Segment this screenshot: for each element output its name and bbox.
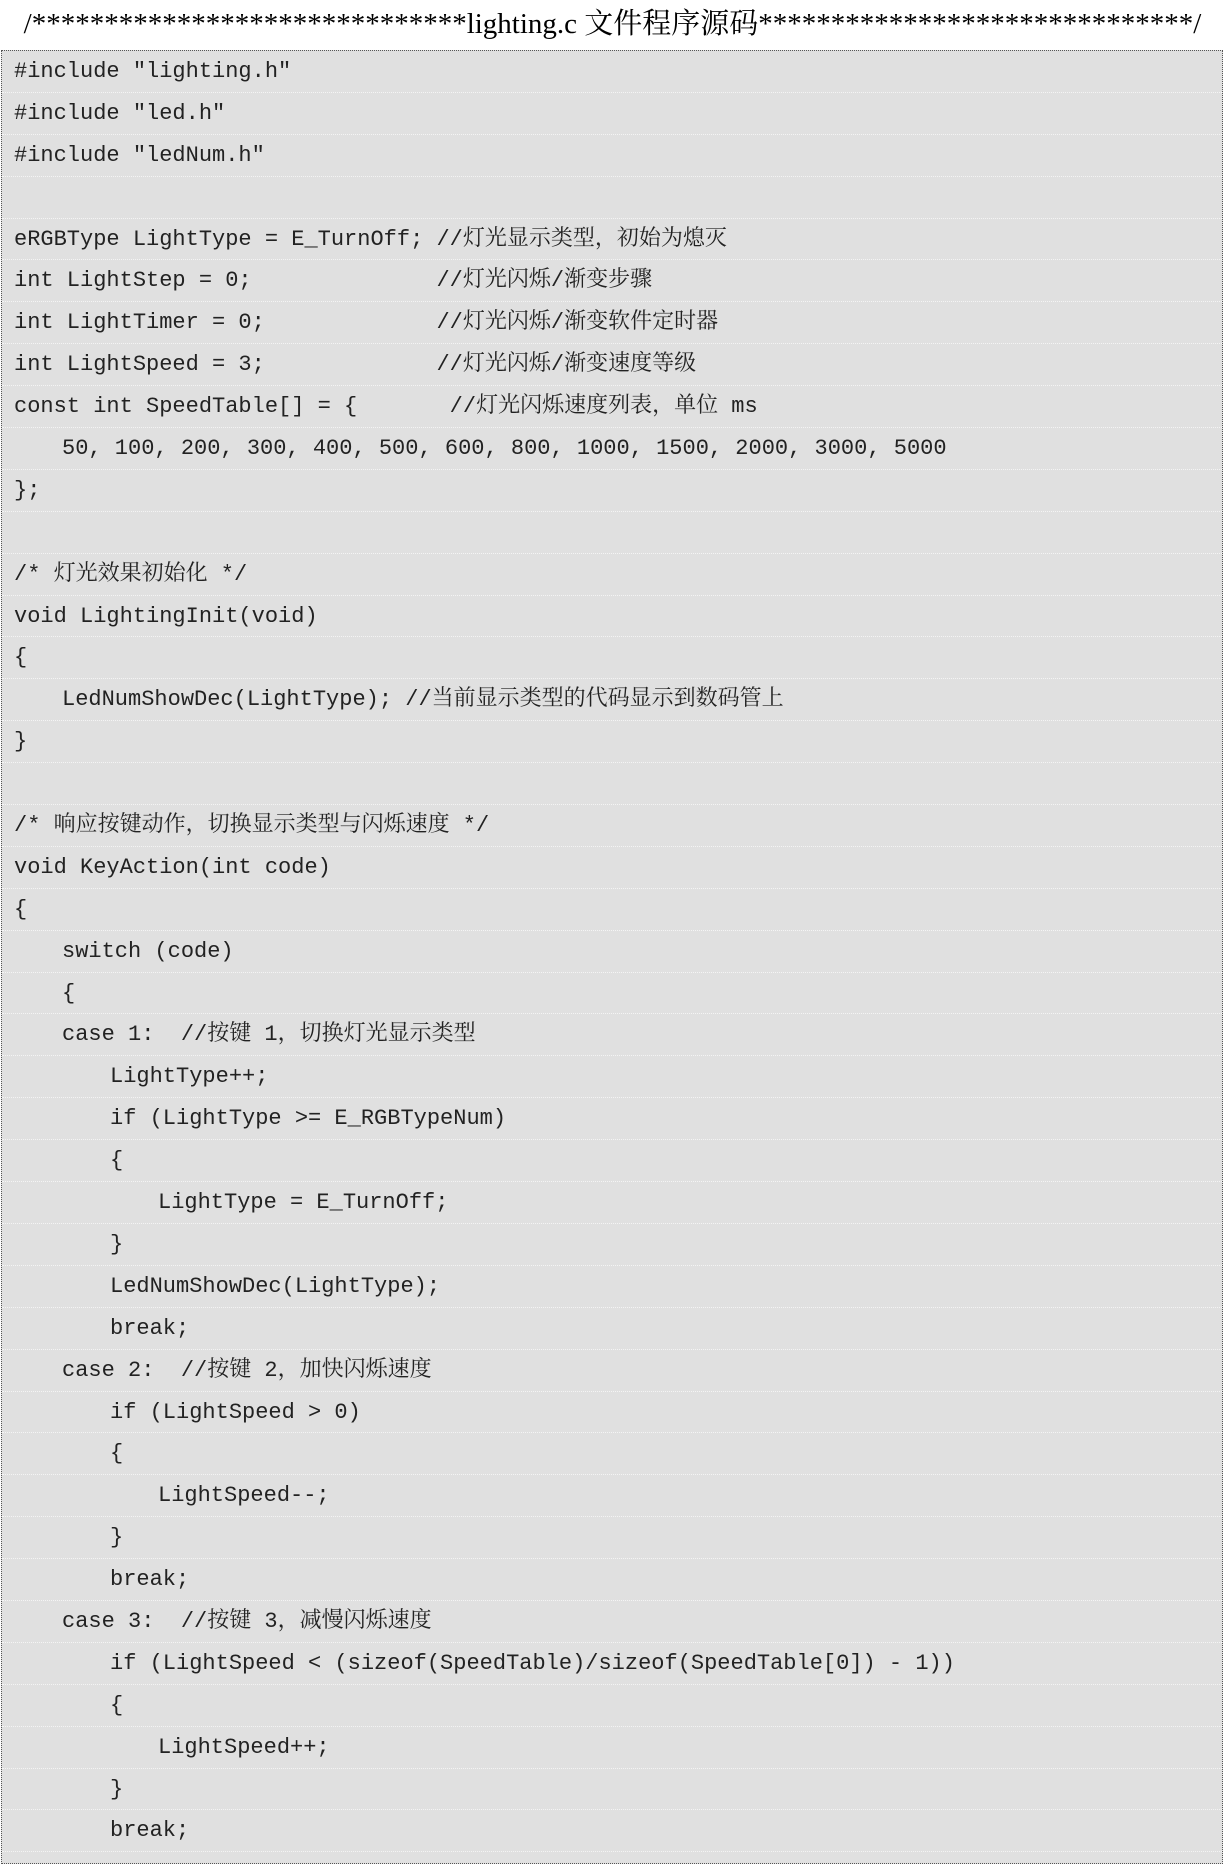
- code-line: [2, 1810, 1222, 1852]
- code-line-text: #include "lighting.h": [14, 59, 292, 84]
- code-line-text: LedNumShowDec(LightType);: [110, 1273, 441, 1299]
- code-line: [2, 1559, 1222, 1601]
- code-line: [2, 721, 1222, 763]
- code-line: [2, 512, 1222, 554]
- code-line-text: {: [110, 1692, 124, 1718]
- code-line: [2, 1475, 1222, 1517]
- code-line-text: LightType++;: [110, 1064, 269, 1090]
- code-line-text: }: [110, 1525, 124, 1551]
- code-line: [2, 51, 1222, 93]
- code-line-text: if (LightSpeed < (sizeof(SpeedTable)/sizeof(SpeedTable[0]) - 1)): [110, 1650, 955, 1676]
- code-line-text: LedNumShowDec(LightType); //当前显示类型的代码显示到数码管上: [62, 687, 784, 713]
- code-line: [2, 344, 1222, 386]
- code-line-text: if (LightSpeed > 0): [110, 1399, 361, 1425]
- code-line-text: case 1: //按键 1，切换灯光显示类型: [62, 1022, 476, 1048]
- code-line: [2, 847, 1222, 889]
- code-line: [2, 679, 1222, 721]
- code-line: [2, 1098, 1222, 1140]
- code-line: [2, 1014, 1222, 1056]
- code-line-text: #include "led.h": [14, 100, 226, 126]
- code-line: [2, 1433, 1222, 1475]
- code-line-text: {: [14, 645, 28, 671]
- code-line-text: int LightStep = 0; //灯光闪烁/渐变步骤: [14, 268, 653, 294]
- code-line: [2, 1350, 1222, 1392]
- code-line: [2, 1392, 1222, 1434]
- code-line: [2, 302, 1222, 344]
- code-line-text: void KeyAction(int code): [14, 854, 331, 880]
- code-line: [2, 596, 1222, 638]
- code-line-text: }: [14, 729, 28, 755]
- code-line-text: if (LightType >= E_RGBTypeNum): [110, 1106, 507, 1132]
- code-line: [2, 135, 1222, 177]
- code-line-text: /* 响应按键动作，切换显示类型与闪烁速度 */: [14, 813, 490, 839]
- code-line: [2, 973, 1222, 1015]
- code-line-text: {: [62, 980, 76, 1006]
- code-line: [2, 428, 1222, 470]
- code-line: [2, 889, 1222, 931]
- code-line: [2, 1601, 1222, 1643]
- code-line: [2, 1308, 1222, 1350]
- code-line: [2, 1140, 1222, 1182]
- code-line: [2, 554, 1222, 596]
- code-line-text: case 3: //按键 3，减慢闪烁速度: [62, 1608, 432, 1634]
- code-line: [2, 1727, 1222, 1769]
- code-line: [2, 763, 1222, 805]
- code-line-text: case 2: //按键 2，加快闪烁速度: [62, 1357, 432, 1383]
- code-line-text: const int SpeedTable[] = { //灯光闪烁速度列表，单位 ms: [14, 394, 758, 420]
- code-line: [2, 1182, 1222, 1224]
- code-line-text: 50, 100, 200, 300, 400, 500, 600, 800, 1000, 1500, 2000, 3000, 5000: [62, 436, 947, 462]
- code-line: [2, 1224, 1222, 1266]
- code-line: [2, 93, 1222, 135]
- code-line: [2, 931, 1222, 973]
- code-line: [2, 177, 1222, 219]
- code-line-text: LightSpeed--;: [158, 1483, 330, 1509]
- code-line: [2, 1266, 1222, 1308]
- code-line: [2, 1643, 1222, 1685]
- code-line-text: eRGBType LightType = E_TurnOff; //灯光显示类型，初始为熄灭: [14, 226, 727, 252]
- code-line-text: break;: [110, 1567, 190, 1593]
- code-line-text: #include "ledNum.h": [14, 142, 265, 168]
- code-line: [2, 260, 1222, 302]
- code-line-text: int LightTimer = 0; //灯光闪烁/渐变软件定时器: [14, 310, 719, 336]
- code-line-text: switch (code): [62, 938, 234, 964]
- code-line-text: int LightSpeed = 3; //灯光闪烁/渐变速度等级: [14, 352, 697, 378]
- code-line: [2, 805, 1222, 847]
- code-line: [2, 637, 1222, 679]
- file-title-banner: /******************************lighting.c 文件程序源码******************************/: [23, 8, 1202, 40]
- code-line: [2, 1685, 1222, 1727]
- code-line: [2, 1517, 1222, 1559]
- code-line-text: {: [14, 896, 28, 922]
- code-line-text: /* 灯光效果初始化 */: [14, 561, 248, 587]
- code-line: [2, 470, 1222, 512]
- code-line-text: break;: [110, 1818, 190, 1844]
- code-block: [1, 50, 1223, 1864]
- code-line-text: break;: [110, 1315, 190, 1341]
- code-line-text: };: [14, 477, 41, 503]
- code-line: [2, 386, 1222, 428]
- code-line-text: }: [110, 1776, 124, 1802]
- code-line-text: {: [110, 1441, 124, 1467]
- code-line-text: LightSpeed++;: [158, 1734, 330, 1760]
- code-line: [2, 219, 1222, 261]
- code-line: [2, 1056, 1222, 1098]
- code-line-text: void LightingInit(void): [14, 603, 318, 629]
- code-line-text: }: [110, 1231, 124, 1257]
- code-line: [2, 1769, 1222, 1811]
- code-line-text: {: [110, 1148, 124, 1174]
- code-line-text: LightType = E_TurnOff;: [158, 1190, 449, 1216]
